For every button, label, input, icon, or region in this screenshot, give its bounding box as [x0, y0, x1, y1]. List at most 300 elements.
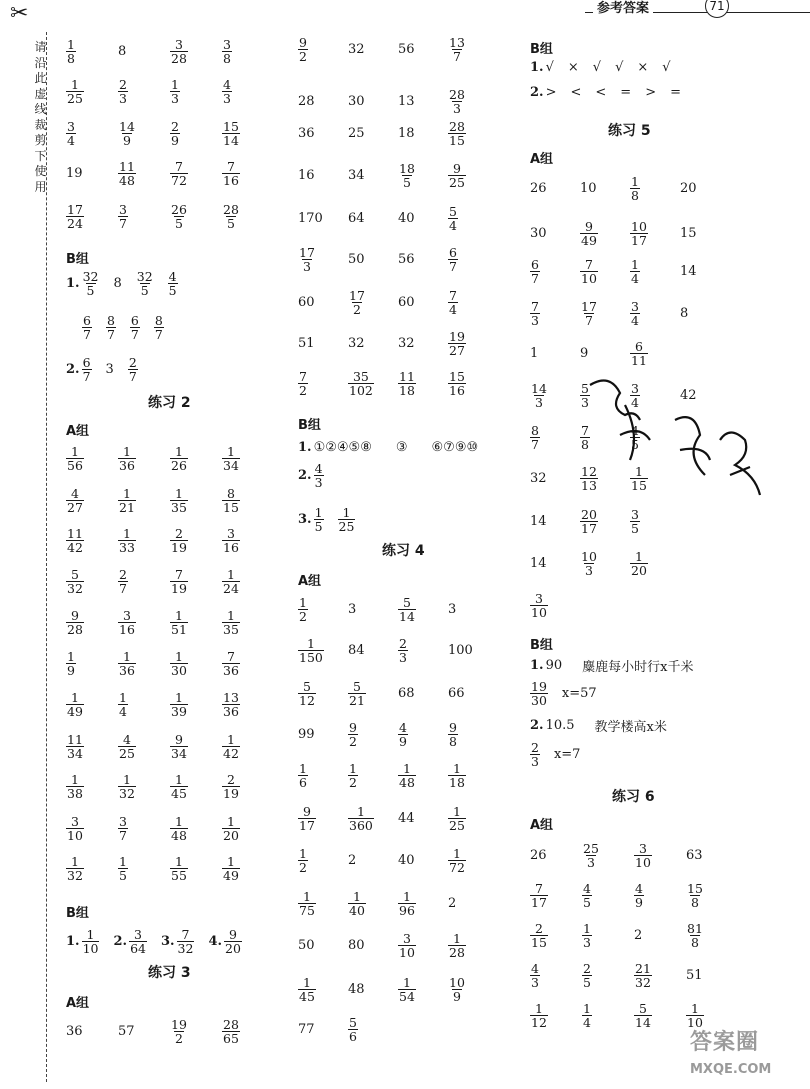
denominator: 7 — [531, 437, 539, 452]
answer-value: 90 — [545, 658, 563, 673]
numerator: 28 — [449, 119, 465, 134]
answer-cell — [630, 220, 680, 247]
answer-value: 26 — [530, 848, 547, 863]
numerator: 4 — [531, 961, 539, 976]
denominator: 54 — [399, 989, 415, 1004]
item-label: 2. — [66, 362, 80, 377]
watermark-url: MXQE.COM — [690, 1062, 772, 1077]
answer-cell — [398, 211, 448, 226]
fraction — [154, 314, 164, 341]
fraction — [634, 1002, 652, 1029]
answer-cell — [170, 733, 222, 760]
answer-cell — [348, 42, 398, 57]
answer-cell — [348, 289, 398, 316]
item-label: 1. — [66, 276, 80, 291]
answer-cell — [398, 94, 448, 109]
answer-cell — [118, 44, 170, 59]
numerator: 1 — [226, 608, 235, 623]
denominator: 36 — [223, 663, 239, 678]
answer-cell — [66, 120, 118, 147]
answer-cell — [448, 762, 498, 789]
numerator: 3 — [119, 202, 127, 217]
fraction — [170, 855, 188, 882]
numerator: 1 — [119, 854, 127, 869]
fraction — [170, 568, 188, 595]
denominator: 48 — [119, 173, 135, 188]
answer-cell — [448, 602, 498, 617]
answer-cell — [170, 78, 222, 105]
denominator: 7 — [128, 369, 137, 384]
numerator: 5 — [349, 1015, 357, 1030]
cut-char: 此 — [34, 71, 47, 85]
fraction — [66, 568, 84, 595]
answer-row — [298, 762, 498, 789]
denominator: 3 — [531, 313, 539, 328]
line-item — [314, 440, 372, 455]
fraction — [448, 246, 458, 273]
answer-value: 170 — [298, 211, 323, 226]
answer-row — [298, 246, 498, 273]
answer-row — [66, 568, 274, 595]
denominator: 4 — [449, 218, 457, 233]
fraction — [530, 882, 548, 909]
fraction — [66, 815, 84, 842]
line-item — [129, 928, 147, 955]
answer-cell — [348, 805, 398, 832]
answer-cell — [530, 226, 580, 241]
answer-row — [66, 691, 274, 718]
fraction — [298, 637, 324, 664]
numerator: 1 — [534, 1001, 543, 1016]
answer-value: 25 — [348, 126, 365, 141]
answer-value: 84 — [348, 643, 365, 658]
denominator: 36 — [119, 663, 135, 678]
numerator: 1 — [174, 690, 183, 705]
fraction — [66, 650, 76, 677]
denominator: 36 — [119, 458, 135, 473]
fraction — [298, 805, 316, 832]
answer-value: 77 — [298, 1022, 315, 1037]
numerator: 15 — [449, 369, 465, 384]
denominator: 4 — [449, 302, 457, 317]
denominator: 15 — [449, 133, 465, 148]
numerator: 13 — [223, 690, 239, 705]
denominator: 21 — [119, 500, 135, 515]
numerator: 8 — [531, 423, 539, 438]
numerator: 1 — [122, 526, 131, 541]
fraction — [630, 340, 648, 367]
denominator: 65 — [223, 1031, 239, 1046]
answer-value: 3 — [448, 602, 457, 617]
fraction — [398, 370, 416, 397]
denominator: 3 — [452, 101, 461, 116]
answer-cell — [170, 650, 222, 677]
numerator: 32 — [136, 269, 153, 284]
numerator: 1 — [67, 37, 75, 52]
answer-cell — [66, 445, 118, 472]
answer-cell — [582, 882, 634, 909]
numerator: 1 — [634, 464, 643, 479]
numerator: 1 — [174, 814, 183, 829]
answer-value: 68 — [398, 686, 415, 701]
denominator: 10 — [531, 605, 547, 620]
fraction — [580, 300, 598, 327]
numerator: 1 — [306, 636, 315, 651]
numerator: 4 — [631, 423, 639, 438]
answer-value: 3 — [105, 362, 114, 377]
fraction — [530, 382, 548, 409]
header-title: 参考答案 — [593, 0, 653, 16]
answer-cell — [348, 1016, 398, 1043]
denominator: 34 — [67, 746, 83, 761]
answer-cell — [530, 424, 580, 451]
denominator: 3 — [581, 395, 589, 410]
line-item — [568, 60, 579, 75]
answer-row — [298, 1016, 398, 1043]
answer-row — [298, 88, 498, 115]
numerator: 1 — [174, 608, 183, 623]
fraction — [448, 162, 466, 189]
answer-cell — [298, 637, 348, 664]
answer-cell — [448, 162, 498, 189]
fraction — [170, 1018, 188, 1045]
numerator: 1 — [174, 444, 183, 459]
answer-cell — [170, 568, 222, 595]
fraction — [298, 246, 316, 273]
answer-row — [298, 805, 498, 832]
answer-cell — [580, 550, 630, 577]
fraction — [170, 445, 188, 472]
answer-cell — [222, 733, 274, 760]
answer-row — [66, 733, 274, 760]
denominator: 48 — [171, 828, 187, 843]
answer-cell — [118, 773, 170, 800]
answer-cell — [530, 962, 582, 989]
fraction — [530, 680, 548, 707]
fraction — [82, 356, 92, 383]
numerator: 5 — [352, 679, 361, 694]
denominator: 5 — [140, 283, 149, 298]
numerator: 7 — [531, 299, 539, 314]
answer-cell — [530, 471, 580, 486]
answer-row — [530, 300, 730, 327]
answer-value: 15 — [680, 226, 697, 241]
fraction — [118, 691, 128, 718]
answer-cell — [630, 300, 680, 327]
answer-cell — [398, 336, 448, 351]
answer-value: 18 — [398, 126, 415, 141]
fraction — [582, 882, 592, 909]
denominator: 5 — [119, 868, 127, 883]
answer-cell — [582, 842, 634, 869]
line-item — [662, 60, 670, 75]
answer-cell — [170, 160, 222, 187]
fraction — [118, 855, 128, 882]
numerator: 7 — [581, 423, 589, 438]
numerator: 3 — [70, 814, 79, 829]
answer-cell — [398, 686, 448, 701]
cut-char: 用 — [34, 179, 47, 194]
numerator: 2 — [119, 567, 127, 582]
cut-char: 使 — [34, 164, 47, 178]
item-label: 3. — [298, 512, 312, 527]
answer-cell — [686, 968, 738, 983]
group-b-label: B组 — [530, 42, 553, 57]
denominator: 72 — [449, 860, 465, 875]
numerator: 11 — [67, 732, 83, 747]
numerator: 2 — [226, 772, 235, 787]
answer-value: 40 — [398, 853, 415, 868]
line-item — [554, 747, 581, 762]
answer-cell — [686, 848, 738, 863]
answer-cell — [222, 78, 274, 105]
exercise-5-title: 练习 5 — [608, 123, 651, 139]
fraction — [66, 733, 84, 760]
numerator: 4 — [70, 486, 79, 501]
denominator: 45 — [171, 786, 187, 801]
numerator: 4 — [314, 461, 323, 476]
group-a3-label: A组 — [66, 996, 90, 1011]
denominator: 8 — [67, 51, 75, 66]
denominator: 34 — [223, 458, 239, 473]
answer-cell — [118, 120, 170, 147]
numerator: 1 — [631, 174, 639, 189]
fraction — [580, 508, 598, 535]
answer-cell — [118, 568, 170, 595]
answer-cell — [298, 295, 348, 310]
fraction — [118, 568, 128, 595]
answer-cell — [298, 246, 348, 273]
answer-cell — [630, 340, 680, 367]
denominator: 72 — [171, 173, 187, 188]
fraction — [82, 270, 100, 297]
answer-cell — [298, 890, 348, 917]
fraction — [118, 733, 136, 760]
fraction — [66, 487, 84, 514]
fraction — [136, 270, 154, 297]
answer-value: 14 — [530, 514, 547, 529]
numerator: 9 — [349, 720, 357, 735]
denominator: 56 — [67, 458, 83, 473]
denominator: 10 — [399, 945, 415, 960]
denominator: 4 — [631, 313, 639, 328]
fraction — [298, 847, 308, 874]
fraction — [348, 680, 366, 707]
group-a2-label: A组 — [66, 424, 90, 439]
answer-value: 40 — [398, 211, 415, 226]
denominator: 3 — [171, 91, 179, 106]
answer-cell — [298, 126, 348, 141]
fraction — [66, 527, 84, 554]
denominator: 16 — [119, 622, 135, 637]
group-a4-label: A组 — [298, 574, 322, 589]
answer-row — [530, 550, 680, 577]
answer-row — [66, 38, 274, 65]
denominator: 7 — [82, 369, 91, 384]
numerator: 1 — [86, 927, 95, 942]
numerator: 8 — [106, 313, 115, 328]
line-item — [432, 440, 479, 455]
answer-cell — [398, 890, 448, 917]
fraction — [630, 220, 648, 247]
fraction — [82, 928, 100, 955]
fraction — [170, 773, 188, 800]
b-line-2 — [530, 85, 695, 100]
answer-cell — [66, 203, 118, 230]
fraction — [222, 160, 240, 187]
numerator: 9 — [452, 161, 461, 176]
denominator: 7 — [452, 49, 461, 64]
b-line-2 — [66, 356, 152, 383]
answer-cell — [448, 932, 498, 959]
cut-char: 线 — [34, 102, 47, 116]
answer-cell — [348, 602, 398, 617]
group-b-label: B组 — [298, 418, 321, 433]
denominator: 2 — [174, 1031, 183, 1046]
item-label: 1. — [298, 440, 312, 455]
fraction — [398, 162, 416, 189]
line-item — [546, 718, 575, 733]
answer-cell — [448, 847, 498, 874]
fraction — [118, 160, 136, 187]
fraction — [448, 762, 466, 789]
numerator: 3 — [174, 37, 183, 52]
fraction — [530, 258, 540, 285]
denominator: 4 — [631, 271, 639, 286]
answer-cell — [580, 181, 630, 196]
answer-row — [66, 160, 274, 187]
line-item — [620, 85, 631, 100]
answer-cell — [530, 181, 580, 196]
fraction — [686, 922, 704, 949]
denominator: 10 — [687, 1015, 703, 1030]
denominator: 18 — [449, 775, 465, 790]
fraction — [448, 805, 466, 832]
answer-cell — [66, 1024, 118, 1039]
denominator: 9 — [171, 133, 179, 148]
fraction — [530, 424, 540, 451]
answer-value: 100 — [448, 643, 473, 658]
answer-value: > — [545, 85, 557, 100]
group-b2-label: B组 — [66, 906, 89, 921]
fraction — [170, 38, 188, 65]
answer-row — [298, 205, 498, 232]
denominator: 25 — [119, 746, 135, 761]
answer-cell — [298, 211, 348, 226]
numerator: 10 — [449, 975, 465, 990]
numerator: 9 — [449, 720, 457, 735]
fraction — [582, 962, 592, 989]
answer-cell — [348, 168, 398, 183]
denominator: 8 — [581, 437, 589, 452]
answer-value: ①②④⑤⑧ — [313, 440, 372, 455]
answer-value: x=7 — [553, 747, 581, 762]
answer-cell — [448, 721, 498, 748]
answer-cell — [66, 733, 118, 760]
fraction — [118, 487, 136, 514]
numerator: 1 — [174, 649, 183, 664]
denominator: 3 — [584, 563, 593, 578]
answer-cell — [398, 811, 448, 826]
answer-cell — [348, 890, 398, 917]
denominator: 150 — [299, 650, 323, 665]
numerator: 9 — [174, 732, 183, 747]
answer-cell — [170, 203, 222, 230]
answer-cell — [686, 922, 738, 949]
answer-cell — [348, 336, 398, 351]
denominator: 26 — [171, 458, 187, 473]
denominator: 8 — [631, 188, 639, 203]
numerator: 1 — [402, 761, 411, 776]
line-item — [314, 462, 324, 489]
answer-value: 32 — [348, 42, 365, 57]
denominator: 7 — [83, 327, 91, 342]
fraction — [448, 289, 458, 316]
fraction — [222, 650, 240, 677]
numerator: 3 — [223, 37, 231, 52]
numerator: 15 — [223, 119, 239, 134]
answer-value: 99 — [298, 727, 315, 742]
page-number: 71 — [705, 0, 729, 18]
line-item — [128, 356, 138, 383]
numerator: 1 — [122, 486, 131, 501]
answer-cell — [448, 330, 498, 357]
line-item — [570, 85, 581, 100]
answer-cell — [66, 855, 118, 882]
denominator: 32 — [119, 786, 135, 801]
answer-value: 51 — [686, 968, 703, 983]
answer-value: 32 — [348, 336, 365, 351]
fraction — [630, 175, 640, 202]
denominator: 5 — [86, 283, 95, 298]
denominator: 6 — [299, 775, 307, 790]
fraction — [222, 445, 240, 472]
answer-cell — [448, 205, 498, 232]
denominator: 49 — [581, 233, 597, 248]
answer-cell — [118, 203, 170, 230]
answer-cell — [348, 938, 398, 953]
fraction — [66, 78, 84, 105]
answer-row — [298, 162, 498, 189]
answer-cell — [298, 596, 348, 623]
numerator: 3 — [631, 299, 639, 314]
denominator: 19 — [171, 540, 187, 555]
line-item — [82, 928, 100, 955]
line-item — [168, 270, 178, 297]
item-label: 2. — [530, 85, 544, 100]
numerator: 81 — [687, 921, 703, 936]
answer-cell — [170, 855, 222, 882]
answer-value: 30 — [530, 226, 547, 241]
numerator: 5 — [449, 204, 457, 219]
numerator: 1 — [119, 690, 127, 705]
numerator: 7 — [534, 881, 543, 896]
denominator: 7 — [154, 327, 163, 342]
denominator: 8 — [223, 51, 231, 66]
answer-cell — [634, 882, 686, 909]
fraction — [130, 314, 140, 341]
answer-row — [66, 650, 274, 677]
answer-value: = — [670, 85, 682, 100]
answer-value: 19 — [66, 166, 83, 181]
fraction — [530, 592, 548, 619]
numerator: 6 — [449, 245, 457, 260]
answer-cell — [530, 592, 580, 619]
cut-char: 虚 — [34, 86, 47, 101]
numerator: 1 — [70, 690, 79, 705]
denominator: 9 — [67, 663, 75, 678]
group-b-label: B组 — [66, 252, 89, 267]
